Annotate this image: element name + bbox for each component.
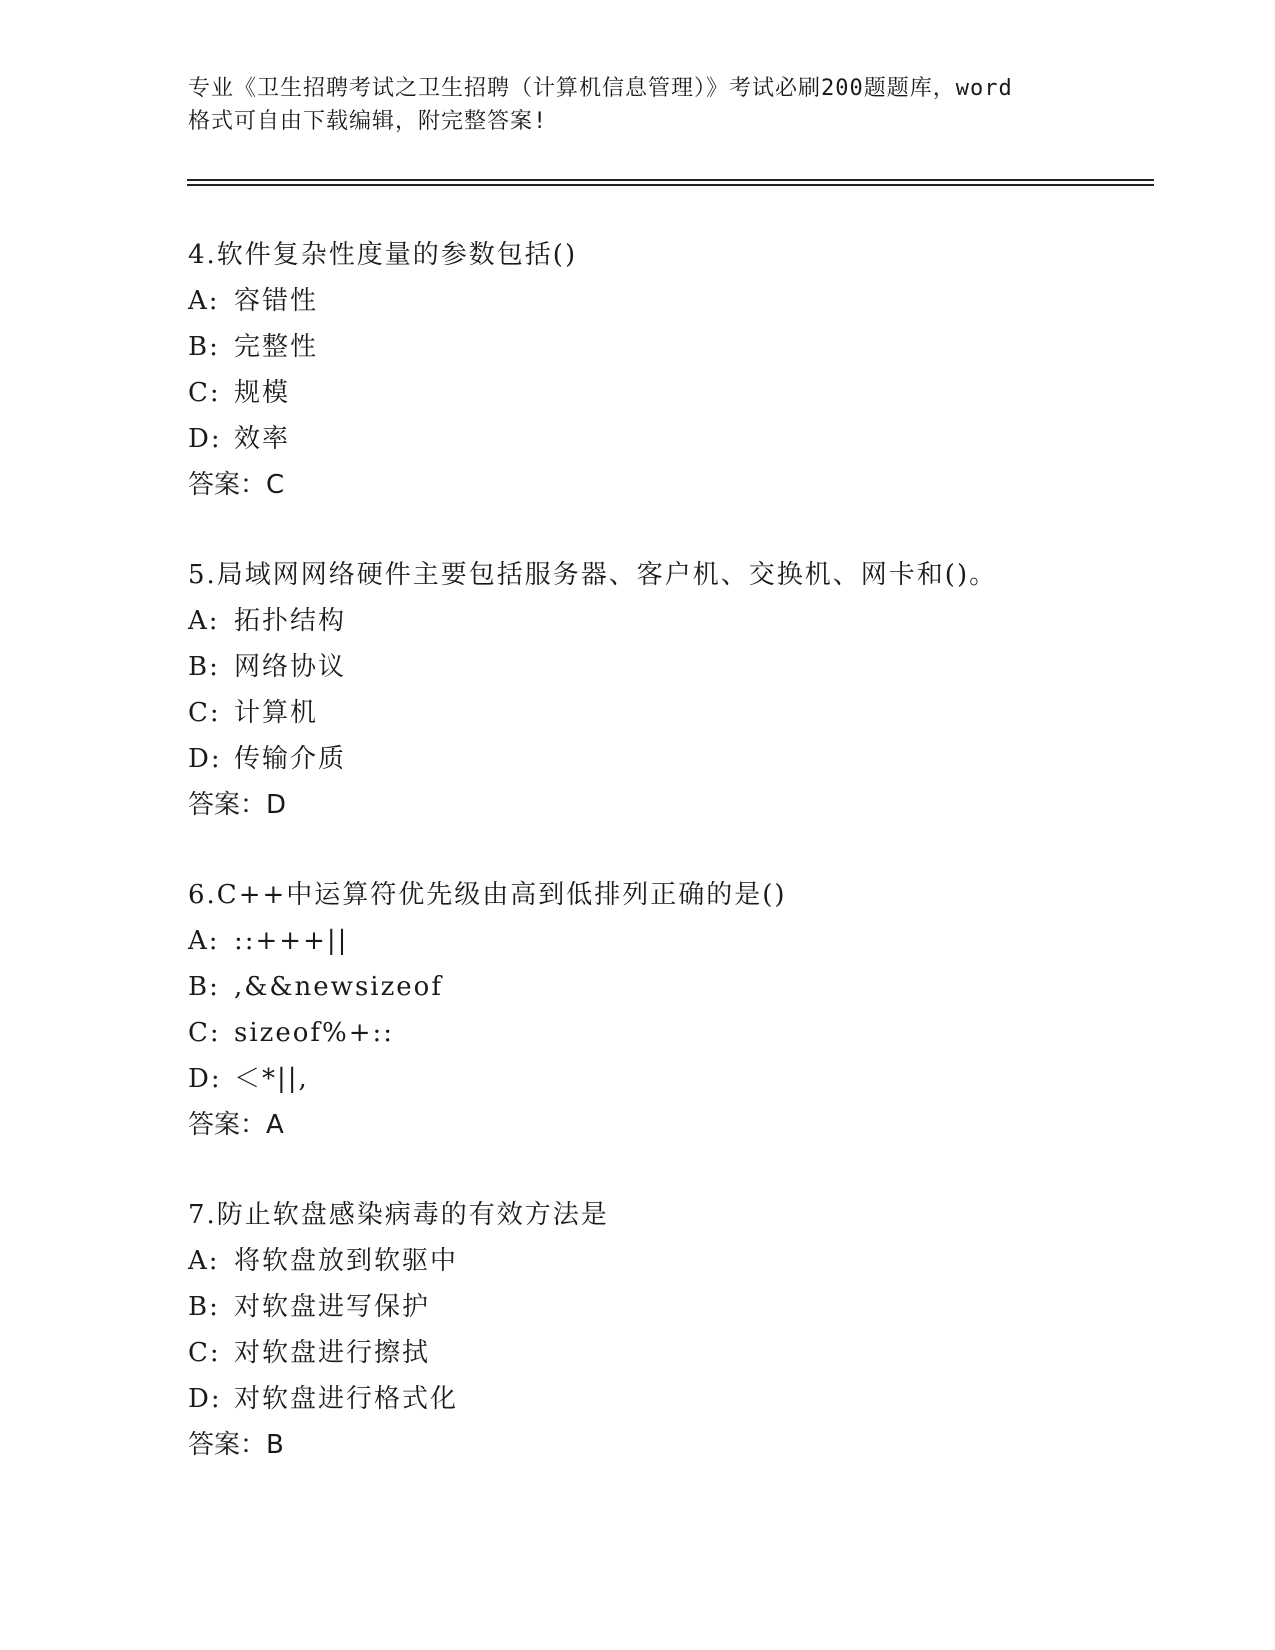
option-text: 容错性 xyxy=(234,286,319,316)
option-c xyxy=(188,370,1138,416)
option-b xyxy=(188,324,1138,370)
answer-line: 答案：C xyxy=(188,470,285,500)
option-letter: A: xyxy=(188,1246,220,1276)
option-letter: B: xyxy=(188,332,220,362)
option-b xyxy=(188,644,1138,690)
option-text: 将软盘放到软驱中 xyxy=(234,1246,459,1276)
option-a xyxy=(188,1238,1138,1284)
option-letter: A: xyxy=(188,926,220,956)
header-divider-top xyxy=(187,179,1154,181)
option-text: 拓扑结构 xyxy=(234,606,347,636)
question-stem: 6.C++中运算符优先级由高到低排列正确的是() xyxy=(188,880,787,910)
question-stem: 7.防止软盘感染病毒的有效方法是 xyxy=(188,1200,609,1230)
question-list xyxy=(188,232,1138,1512)
option-text: 规模 xyxy=(234,378,291,408)
option-text: sizeof%+:: xyxy=(234,1018,395,1048)
option-text: ::+++|| xyxy=(234,926,349,956)
option-a xyxy=(188,918,1138,964)
option-text: 计算机 xyxy=(234,698,319,728)
option-text: 网络协议 xyxy=(234,652,347,682)
option-letter: D: xyxy=(188,424,222,454)
option-text: ,&&newsizeof xyxy=(234,972,443,1002)
option-letter: D: xyxy=(188,1064,222,1094)
option-b xyxy=(188,964,1138,1010)
option-letter: A: xyxy=(188,606,220,636)
option-text: 效率 xyxy=(234,424,291,454)
option-text: 对软盘进行擦拭 xyxy=(234,1338,431,1368)
option-text: 传输介质 xyxy=(234,744,347,774)
option-letter: D: xyxy=(188,1384,222,1414)
option-c xyxy=(188,1330,1138,1376)
option-d xyxy=(188,1376,1138,1422)
option-letter: C: xyxy=(188,1338,221,1368)
header-divider-bottom xyxy=(187,184,1154,186)
document-header xyxy=(188,72,1108,138)
option-text: 对软盘进写保护 xyxy=(234,1292,431,1322)
question-item xyxy=(188,232,1138,552)
question-item xyxy=(188,1192,1138,1512)
option-c xyxy=(188,1010,1138,1056)
option-text: ＜*||, xyxy=(234,1064,309,1094)
option-text: 完整性 xyxy=(234,332,319,362)
option-a xyxy=(188,278,1138,324)
option-c xyxy=(188,690,1138,736)
option-letter: B: xyxy=(188,972,220,1002)
option-d xyxy=(188,736,1138,782)
option-d xyxy=(188,416,1138,462)
option-letter: B: xyxy=(188,1292,220,1322)
option-text: 对软盘进行格式化 xyxy=(234,1384,459,1414)
option-letter: B: xyxy=(188,652,220,682)
question-item xyxy=(188,552,1138,872)
option-d xyxy=(188,1056,1138,1102)
option-letter: C: xyxy=(188,698,221,728)
option-letter: D: xyxy=(188,744,222,774)
question-item xyxy=(188,872,1138,1192)
header-line-1: 专业《卫生招聘考试之卫生招聘（计算机信息管理）》考试必刷200题题库，word xyxy=(188,76,1013,101)
option-letter: C: xyxy=(188,378,221,408)
header-line-2: 格式可自由下载编辑，附完整答案! xyxy=(188,109,548,134)
question-stem: 5.局域网网络硬件主要包括服务器、客户机、交换机、网卡和()。 xyxy=(188,560,998,590)
answer-line: 答案：B xyxy=(188,1430,284,1460)
option-letter: C: xyxy=(188,1018,221,1048)
option-b xyxy=(188,1284,1138,1330)
answer-line: 答案：D xyxy=(188,790,287,820)
question-stem: 4.软件复杂性度量的参数包括() xyxy=(188,240,578,270)
option-a xyxy=(188,598,1138,644)
option-letter: A: xyxy=(188,286,220,316)
answer-line: 答案：A xyxy=(188,1110,284,1140)
